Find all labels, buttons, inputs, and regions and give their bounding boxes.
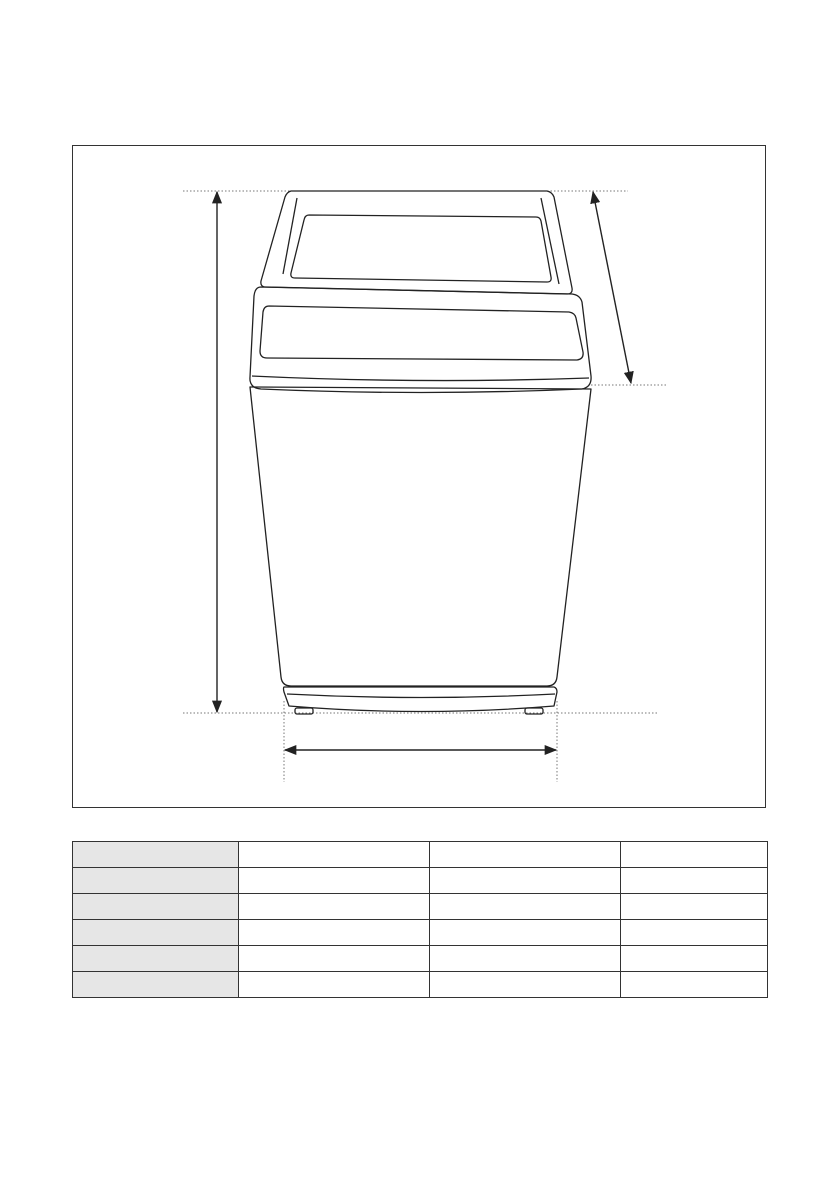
table-cell (621, 946, 768, 972)
lid-window (291, 215, 551, 282)
base-lip (287, 694, 555, 698)
top-deck-outline (250, 287, 591, 393)
table-row (73, 946, 768, 972)
table-cell (239, 972, 430, 998)
deck-lower-edge (252, 376, 589, 381)
table-cell (430, 894, 621, 920)
table-cell (239, 894, 430, 920)
table-cell (621, 920, 768, 946)
table-row (73, 894, 768, 920)
table-cell (621, 894, 768, 920)
row-label (73, 894, 239, 920)
table-cell (430, 920, 621, 946)
lid-inner-edge (283, 198, 297, 274)
row-label (73, 946, 239, 972)
row-label (73, 920, 239, 946)
dimension-diagram-frame (72, 145, 766, 808)
table-row (73, 842, 768, 868)
control-panel (260, 306, 583, 360)
table-row (73, 972, 768, 998)
washing-machine-diagram (73, 146, 767, 809)
table-cell (430, 946, 621, 972)
table-cell (239, 946, 430, 972)
table-cell (621, 972, 768, 998)
row-label (73, 972, 239, 998)
lid-depth-arrow (593, 192, 631, 383)
table-row (73, 920, 768, 946)
specification-table (72, 841, 768, 998)
table-cell (430, 842, 621, 868)
table-cell (239, 842, 430, 868)
table-cell (239, 868, 430, 894)
table-row (73, 868, 768, 894)
table-cell (621, 842, 768, 868)
row-label (73, 842, 239, 868)
table-cell (239, 920, 430, 946)
base-plinth (284, 687, 558, 712)
washing-machine-icon (250, 191, 591, 714)
row-label (73, 868, 239, 894)
table-cell (430, 972, 621, 998)
table-cell (621, 868, 768, 894)
cabinet-body (250, 387, 591, 686)
table-cell (430, 868, 621, 894)
